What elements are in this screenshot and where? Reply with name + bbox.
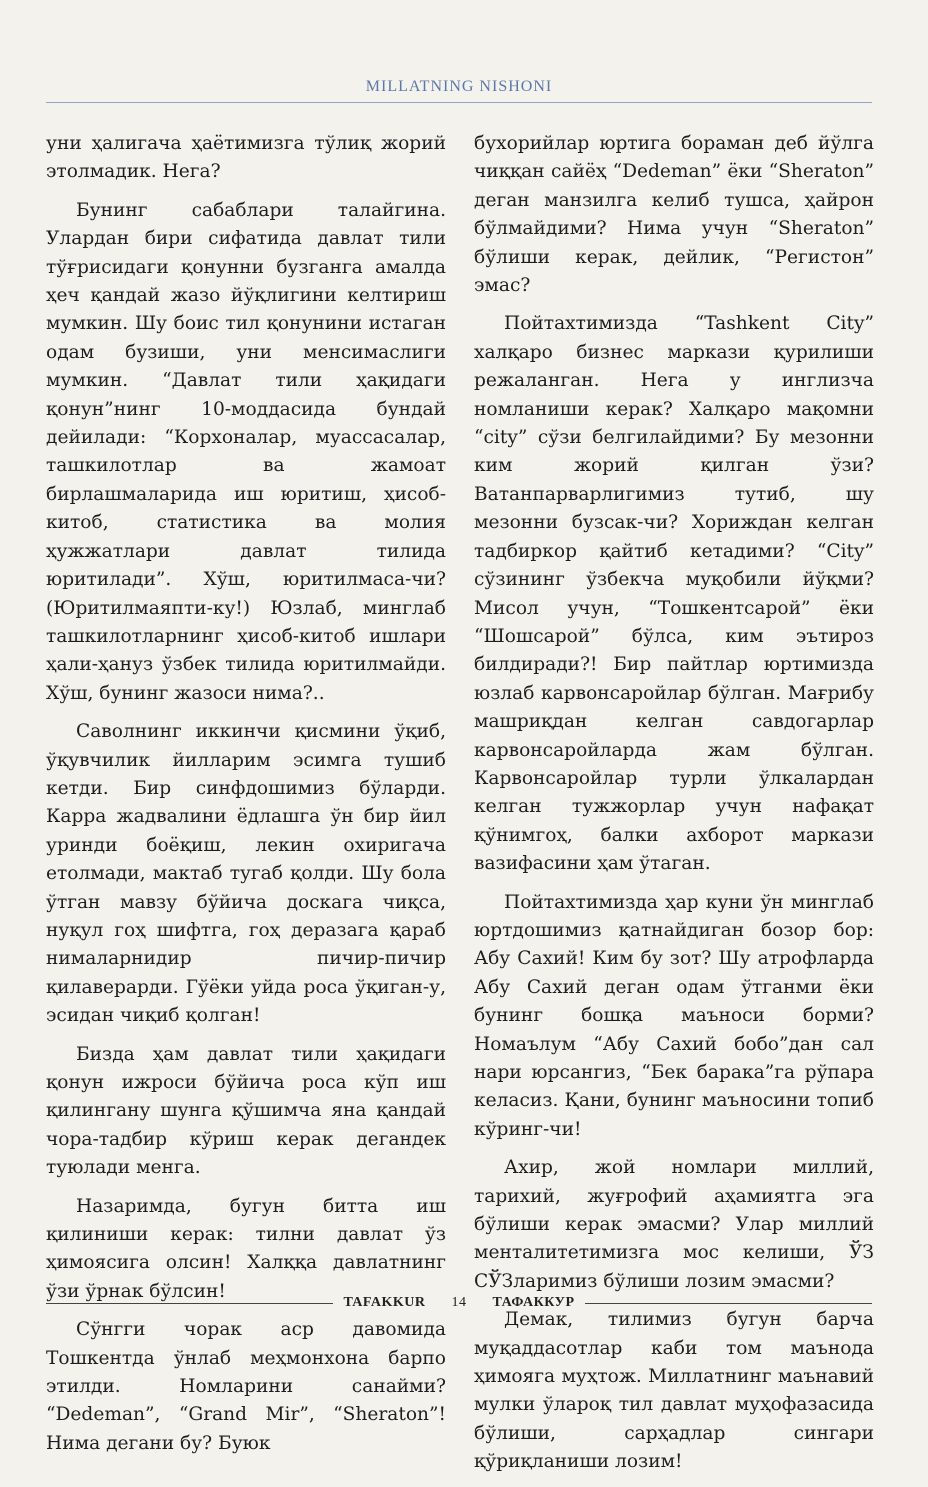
header-title: MILLATNING NISHONI (365, 78, 553, 95)
page-number: 14 (451, 1295, 467, 1310)
paragraph: Назаримда, бугун битта иш қилиниши керак: тилни давлат ўз ҳимоясига олсин! Халққа давлатнинг ўзи ўрнак бўлсин! (46, 1195, 446, 1302)
paragraph: уни ҳалигача ҳаётимизга тўлиқ жорий этолмадик. Нега? (46, 133, 446, 183)
paragraph: Бизда ҳам давлат тили ҳақидаги қонун ижроси бўйича роса кўп иш қилингану шунга қўшимча яна қандай чора-тадбир кўриш керак дегандек туюлади менга. (46, 1043, 446, 1179)
footer-rule-left (46, 1303, 333, 1304)
right-column (474, 130, 874, 1487)
footer-rule-right (585, 1303, 872, 1304)
paragraph: Пойтахтимизда ҳар куни ўн минглаб юртдошимиз қатнайдиган бозор бор: Абу Сахий! Ким бу зот? Шу атрофларда Абу Сахий деган одам ўтганми ёки бунинг бошқа маъноси борми? Номаълум “Абу Сахий бобо”дан сал нари юрсангиз, “Бек барака”га рўпара келасиз. Қани, бунинг маъносини топиб кўринг-чи! (474, 891, 874, 1140)
page-footer (46, 1292, 872, 1314)
paragraph: бухорийлар юртига бораман деб йўлга чиққан сайёҳ “Dedeman” ёки “Sheraton” деган манзилга келиб тушса, ҳайрон бўлмайдими? Нима учун “Sheraton” бўлиши керак, дейлик, “Регистон” эмас? (474, 133, 874, 297)
running-header (46, 78, 872, 96)
paragraph: Пойтахтимизда “Tashkent City” халқаро бизнес маркази қурилиши режаланган. Нега у инглизча номланиши керак? Халқаро мақомни “city” сўзи белгилайдими? Бу мезонни ким жорий қилган ўзи? Ватанпарварлигимиз тутиб, шу мезонни бузсак-чи? Хориждан келган тадбиркор қайтиб кетадими? “City” сўзининг ўзбекча муқобили йўқми? Мисол учун, “Тошкентсарой” ёки “Шошсарой” бўлса, ким эътироз билдиради?! Бир пайтлар юртимизда юзлаб карвонсаройлар бўлган. Мағрибу машриқдан келган савдогарлар карвонсаройларда жам бўлган. Карвонсаройлар турли ўлкалардан келган тужжорлар учун нафақат қўнимгоҳ, балки ахборот маркази вазифасини ҳам ўтаган. (474, 313, 874, 875)
left-column (46, 130, 446, 1468)
footer-title-cyrillic: ТАФАККУР (492, 1295, 575, 1310)
footer-title-latin: TAFAKKUR (343, 1295, 426, 1310)
paragraph: Бунинг сабаблари талайгина. Улардан бири сифатида давлат тили тўғрисидаги қонунни бузганга амалда ҳеч қандай жазо йўқлигини келтириш мумкин. Шу боис тил қонунини истаган одам бузиши, уни менсимаслиги мумкин. “Давлат тили ҳақидаги қонун”нинг 10-моддасида бундай дейилади: “Корхоналар, муассасалар, ташкилотлар ва жамоат бирлашмаларида иш юритиш, ҳисоб-китоб, статистика ва молия ҳужжатлари давлат тилида юритилади”. Хўш, юритилмаса-чи? (Юритилмаяпти-ку!) Юзлаб, минглаб ташкилотларнинг ҳисоб-китоб ишлари ҳали-ҳануз ўзбек тилида юритилмайди. Хўш, бунинг жазоси нима?.. (46, 199, 446, 704)
paragraph: Сўнгги чорак аср давомида Тошкентда ўнлаб меҳмонхона барпо этилди. Номларини санайми? “Dedeman”, “Grand Mir”, “Sheraton”! Нима дегани бу? Буюк (46, 1319, 446, 1454)
paragraph: Ахир, жой номлари миллий, тарихий, жуғрофий аҳамиятга эга бўлиши керак эмасми? Улар миллий менталитетимизга мос келиши, ЎЗ СЎЗларимиз бўлиши лозим эмасми? (474, 1157, 874, 1292)
header-rule (46, 102, 872, 103)
paragraph: Демак, тилимиз бугун барча муқаддасотлар каби том маънода ҳимояга муҳтож. Миллатнинг маънавий мулки ўлароқ тил давлат муҳофазасида бўлиши, сарҳадлар сингари қўриқланиши лозим! (474, 1309, 874, 1473)
paragraph: Саволнинг иккинчи қисмини ўқиб, ўқувчилик йилларим эсимга тушиб кетди. Бир синфдошимиз бўларди. Карра жадвалини ёдлашга ўн бир йил уринди боёқиш, лекин охиригача етолмади, мактаб тугаб қолди. Шу бола ўтган мавзу бўйича доскага чиқса, нуқул гоҳ шифтга, гоҳ деразага қараб нималарнидир пичир-пичир қилаверарди. Гўёки уйда роса ўқиган-у, эсидан чиқиб қолган! (46, 721, 446, 1027)
